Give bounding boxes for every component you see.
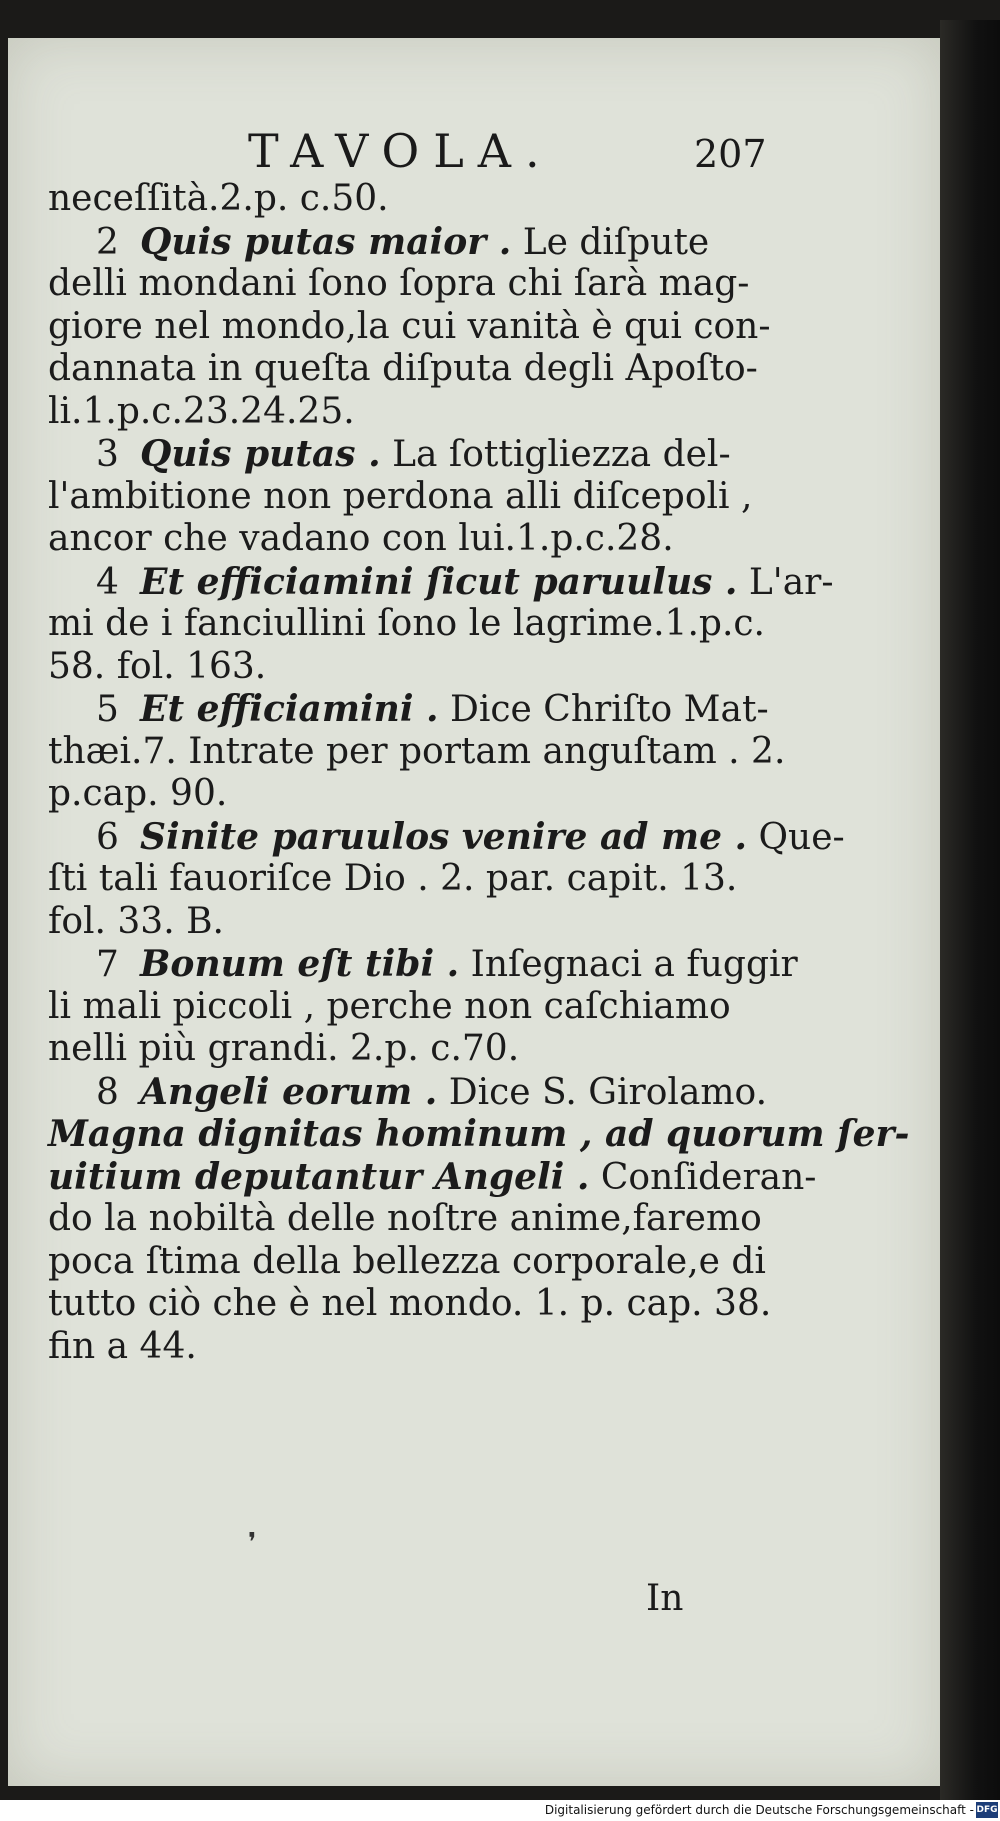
text-line — [48, 263, 748, 306]
text-line — [48, 1198, 762, 1241]
funding-credit: Digitalisierung gefördert durch die Deutsche Forschungsgemeinschaft - — [544, 1803, 974, 1817]
latin-lemma: Quis putas . — [140, 433, 381, 475]
text-line — [48, 1155, 817, 1199]
text-line — [48, 986, 748, 1029]
text-line — [48, 1240, 766, 1284]
text-line — [48, 178, 748, 221]
line-text: Dice Chriſto Mat- — [438, 689, 769, 730]
latin-line — [48, 1113, 910, 1156]
entry-line — [48, 560, 834, 604]
line-text: neceſſità.2.p. c.50. — [48, 178, 389, 219]
text-line — [48, 348, 758, 391]
entry-number: 3 — [96, 434, 119, 475]
text-line — [48, 1326, 748, 1369]
entry-number: 6 — [96, 816, 119, 858]
line-text: Conſideran- — [589, 1156, 817, 1198]
line-text: giore nel mondo,la cui vanità è qui con- — [48, 305, 771, 347]
line-text: nelli più grandi. 2.p. c.70. — [48, 1028, 520, 1069]
book-edge — [940, 20, 1000, 1800]
index-text — [48, 178, 910, 1368]
book-page — [8, 38, 940, 1786]
ink-mark: ❜ — [248, 1528, 257, 1558]
text-line — [48, 305, 771, 349]
line-text: L'ar- — [737, 561, 834, 603]
latin-lemma: Bonum eſt tibi . — [140, 943, 460, 985]
page-number: 207 — [694, 132, 767, 176]
line-text: Que- — [747, 816, 845, 858]
line-text: tutto ciò che è nel mondo. 1. p. cap. 38. — [48, 1283, 772, 1324]
entry-line — [48, 433, 748, 476]
entry-number: 7 — [96, 944, 119, 985]
line-text: ſti tali fauoriſce Dio . 2. par. capit. 13. — [48, 858, 738, 899]
entry-line — [48, 221, 748, 264]
entry-line — [48, 943, 798, 986]
latin-lemma: Quis putas maior . — [140, 220, 512, 263]
line-text: p.cap. 90. — [48, 773, 228, 814]
latin-quote: Magna dignitas hominum , ad quorum ſer- — [48, 1113, 910, 1155]
text-line — [48, 518, 748, 561]
line-text: Dice S. Girolamo. — [437, 1071, 768, 1113]
line-text: delli mondani ſono ſopra chi ſarà mag- — [48, 263, 750, 304]
catchword: In — [646, 1578, 684, 1619]
text-line — [48, 730, 786, 774]
entry-line — [48, 1070, 768, 1114]
text-line — [48, 646, 748, 689]
text-line — [48, 603, 765, 646]
text-line — [48, 773, 748, 816]
line-text: Inſegnaci a fuggir — [459, 944, 798, 985]
line-text: fol. 33. B. — [48, 900, 224, 942]
line-text: l'ambitione non perdona alli diſcepoli , — [48, 475, 753, 517]
text-line — [48, 1028, 748, 1071]
latin-lemma: Angeli eorum . — [140, 1070, 438, 1113]
latin-lemma: Et efficiamini ſicut paruulus . — [140, 560, 738, 603]
line-text: li mali piccoli , perche non caſchiamo — [48, 985, 731, 1027]
text-line — [48, 475, 753, 519]
dfg-logo: DFG — [976, 1802, 998, 1818]
line-text: La ſottigliezza del- — [380, 434, 731, 475]
digitization-footer — [0, 1800, 1000, 1821]
line-text: do la nobiltà delle noſtre anime,faremo — [48, 1198, 762, 1239]
line-text: thæi.7. Intrate per portam anguſtam . 2. — [48, 730, 786, 772]
line-text: ancor che vadano con lui.1.p.c.28. — [48, 518, 674, 559]
line-text: 58. fol. 163. — [48, 645, 267, 687]
latin-lemma: Sinite paruulos venire ad me . — [140, 815, 748, 858]
entry-number: 8 — [96, 1071, 119, 1113]
line-text: li.1.p.c.23.24.25. — [48, 390, 355, 432]
text-line — [48, 858, 748, 901]
running-title: TAVOLA. — [248, 124, 554, 178]
line-text: mi de i fanciullini ſono le lagrime.1.p.c. — [48, 603, 765, 644]
entry-line — [48, 815, 845, 859]
line-text: fin a 44. — [48, 1325, 197, 1367]
line-text: Le diſpute — [511, 221, 710, 263]
line-text: dannata in queſta diſputa degli Apoſto- — [48, 348, 758, 389]
text-line — [48, 391, 748, 434]
entry-number: 4 — [96, 561, 119, 603]
entry-number: 2 — [96, 221, 119, 263]
text-line — [48, 1283, 772, 1326]
entry-number: 5 — [96, 689, 119, 730]
line-text: poca ſtima della bellezza corporale,e di — [48, 1240, 766, 1282]
text-line — [48, 901, 748, 944]
entry-line — [48, 688, 769, 731]
latin-quote: uitium deputantur Angeli . — [48, 1155, 590, 1198]
latin-lemma: Et efficiamini . — [140, 688, 439, 730]
